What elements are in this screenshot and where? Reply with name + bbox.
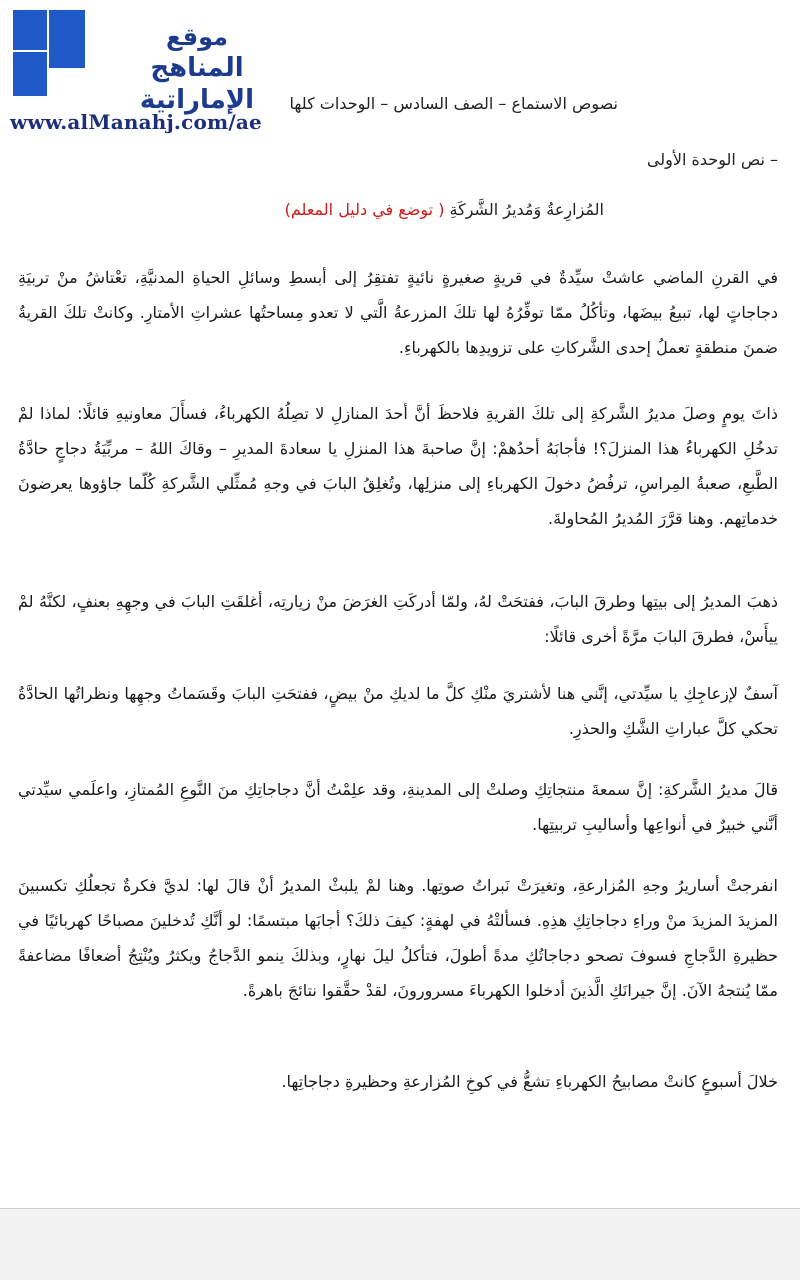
story-paragraph-6: انفرجتْ أساريرُ وجهِ المُزارعةِ، وتغيرَتْ نَبراتُ صوتِها. وهنا لمْ يلبثْ المديرُ أنْ قالَ لها: لديَّ فكرةٌ تجعلُكِ تكسبينَ المزيدَ المزيدَ منْ وراءِ دجاجاتِكِ هذِهِ. فسألتْهُ في لهفةٍ: كيفَ ذلكَ؟ أجابَها مبتسمًا: لو أنَّكِ تُدخلينَ مصباحًا كهربائيًا في حظيرةِ الدَّجاجِ فسوفَ تصحو دجاجاتُكِ مدةً أطولَ، فتأكلُ ليلَ نهارٍ، وبذلكَ ينمو الدَّجاجُ ويكثرُ ويُنْتِجُ أضعافًا مضاعفةً ممّا يُنتجهُ الآنَ. إنَّ جيرانَكِ الَّذينَ أدخلوا الكهرباءَ مسرورونَ، لقدْ حقَّقوا نتائجَ باهرةً. [18,876,778,1000]
story-paragraph-3: ذهبَ المديرُ إلى بيتِها وطرقَ البابَ، ففتحَتْ لهُ، ولمّا أدركَتِ الغرَضَ منْ زيارتِه، أغلقَتِ البابَ في وجهِهِ بعنفٍ، لكنَّهُ لمْ ييأَسْ، فطرقَ البابَ مرَّةً أخرى قائلًا: [18,592,778,646]
unit-heading: – نص الوحدة الأولى [646,150,778,169]
story-paragraph-4: آسفٌ لإزعاجِكِ يا سيِّدتي، إنَّني هنا لأشتريَ منْكِ كلَّ ما لديكِ منْ بيضٍ، ففتحَتِ البابَ وقَسَماتُ وجهِها ونظراتُها الحادَّةُ تحكي كلَّ عباراتِ الشَّكِ والحذرِ. [18,684,778,738]
site-logo-title [92,22,302,116]
story-paragraph-7: خلالَ أسبوعٍ كانتْ مصابيحُ الكهرباءِ تشعُّ في كوخِ المُزارعةِ وحظيرةِ دجاجاتِها. [281,1072,778,1091]
story-title [285,200,604,219]
story-paragraph-1: في القرنِ الماضي عاشتْ سيِّدةٌ في قريةٍ صغيرةٍ نائيةٍ تفتقِرُ إلى أبسطِ وسائلِ الحياةِ المدنيَّةِ، تعْتاشُ منْ تربيَةِ دجاجاتٍ لها، تبيعُ بيضَها، وتأكُلُ ممّا توفِّرُهُ لها تلكَ المزرعةُ الَّتي لا تعدو مِساحتُها عشراتِ الأمتارِ. وكانتْ تلكَ القريةُ ضمنَ منطقةٍ تعملُ إحدى الشَّركاتِ على تزويدِها بالكهرباءِ. [18,268,778,357]
site-logo-mark [13,10,85,96]
story-paragraph-5: قالَ مديرُ الشَّركةِ: إنَّ سمعةَ منتجاتِكِ وصلتْ إلى المدينةِ، وقد علِمْتُ أنَّ دجاجاتِكِ منَ النَّوعِ المُمتازِ، واعلَمي سيِّدتي أنَّني خبيرٌ في أنواعِها وأساليبِ تربيتِها. [18,780,778,834]
site-url-link[interactable]: www.alManahj.com/ae [10,110,262,134]
course-header: نصوص الاستماع – الصف السادس – الوحدات كلها [289,94,618,113]
logo-line-2: المناهج الإماراتية [139,53,255,115]
story-title-note: ( توضع في دليل المعلم) [284,200,445,219]
story-title-main: المُزارِعةُ وَمُديرُ الشَّركَةِ [449,200,604,219]
logo-line-1: موقع [165,23,228,51]
page-bottom-bar [0,1208,800,1280]
story-paragraph-2: ذاتَ يومٍ وصلَ مديرُ الشَّركةِ إلى تلكَ القريةِ فلاحظَ أنَّ أحدَ المنازلِ لا تصِلُهُ الكهرباءُ، فسأَلَ معاونيهِ قائلًا: لماذا لمْ تدخُلِ الكهرباءُ هذا المنزلَ؟! فأجابَهُ أحدُهمْ: إنَّ صاحبةَ هذا المنزلِ يا سعادةَ المديرِ – وقاكَ اللهُ – مربِّيَةُ دجاجٍ حادَّةُ الطَّبعِ، صعبةُ المِراسِ، ترفُضُ دخولَ الكهرباءِ إلى منزلِها، وتُغلِقُ البابَ في وجهِ مُمثِّلي الشَّركةِ كُلّما جاؤوها يعرضونَ خدماتِهم. وهنا قرَّرَ المُديرُ المُحاولةَ. [18,404,778,528]
